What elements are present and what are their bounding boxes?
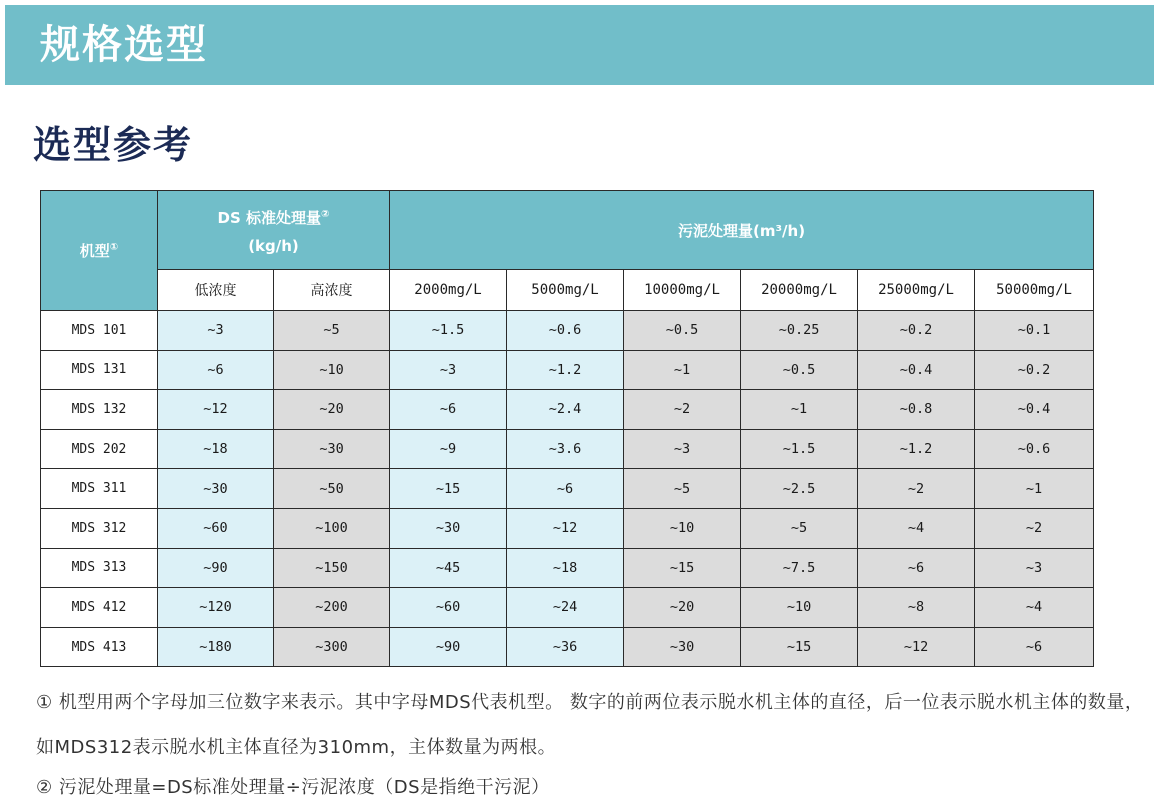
value-cell: ~10 xyxy=(274,350,390,390)
value-cell: ~0.4 xyxy=(975,390,1094,430)
ds-unit: (kg/h) xyxy=(248,236,299,255)
note-2: ② 污泥处理量=DS标准处理量÷污泥浓度（DS是指绝干污泥） xyxy=(36,777,550,798)
value-cell: ~1.2 xyxy=(858,429,975,469)
model-cell: MDS 312 xyxy=(41,508,158,548)
model-cell: MDS 202 xyxy=(41,429,158,469)
value-cell: ~36 xyxy=(507,627,624,667)
sub-header: 2000mg/L xyxy=(390,270,507,311)
table-row xyxy=(41,350,1094,390)
value-cell: ~0.6 xyxy=(975,429,1094,469)
value-cell: ~300 xyxy=(274,627,390,667)
sub-header: 20000mg/L xyxy=(741,270,858,311)
value-cell: ~4 xyxy=(975,588,1094,628)
table-row xyxy=(41,548,1094,588)
model-header: 机型① xyxy=(41,191,158,311)
value-cell: ~4 xyxy=(858,508,975,548)
value-cell: ~15 xyxy=(741,627,858,667)
value-cell: ~0.1 xyxy=(975,311,1094,351)
value-cell: ~6 xyxy=(858,548,975,588)
sludge-header: 污泥处理量(m³/h) xyxy=(390,191,1094,270)
value-cell: ~8 xyxy=(858,588,975,628)
note-mark-1: ① xyxy=(109,242,119,253)
banner-title: 规格选型 xyxy=(40,22,208,68)
value-cell: ~30 xyxy=(390,508,507,548)
ds-header: DS 标准处理量② (kg/h) xyxy=(158,191,390,270)
table-row xyxy=(41,469,1094,509)
value-cell: ~3 xyxy=(624,429,741,469)
value-cell: ~15 xyxy=(390,469,507,509)
notes xyxy=(36,680,1151,806)
value-cell: ~12 xyxy=(858,627,975,667)
header-banner xyxy=(5,5,1154,85)
value-cell: ~12 xyxy=(158,390,274,430)
value-cell: ~9 xyxy=(390,429,507,469)
value-cell: ~100 xyxy=(274,508,390,548)
table-row xyxy=(41,508,1094,548)
value-cell: ~5 xyxy=(741,508,858,548)
value-cell: ~0.5 xyxy=(741,350,858,390)
value-cell: ~0.5 xyxy=(624,311,741,351)
value-cell: ~90 xyxy=(158,548,274,588)
value-cell: ~12 xyxy=(507,508,624,548)
value-cell: ~0.8 xyxy=(858,390,975,430)
value-cell: ~6 xyxy=(507,469,624,509)
value-cell: ~60 xyxy=(158,508,274,548)
value-cell: ~10 xyxy=(741,588,858,628)
sub-header: 高浓度 xyxy=(274,270,390,311)
value-cell: ~6 xyxy=(390,390,507,430)
sub-header: 10000mg/L xyxy=(624,270,741,311)
value-cell: ~0.6 xyxy=(507,311,624,351)
value-cell: ~60 xyxy=(390,588,507,628)
value-cell: ~1 xyxy=(741,390,858,430)
section-title: 选型参考 xyxy=(33,123,194,167)
value-cell: ~2 xyxy=(858,469,975,509)
value-cell: ~180 xyxy=(158,627,274,667)
value-cell: ~7.5 xyxy=(741,548,858,588)
value-cell: ~0.4 xyxy=(858,350,975,390)
value-cell: ~45 xyxy=(390,548,507,588)
value-cell: ~50 xyxy=(274,469,390,509)
value-cell: ~30 xyxy=(274,429,390,469)
value-cell: ~5 xyxy=(274,311,390,351)
value-cell: ~2.4 xyxy=(507,390,624,430)
value-cell: ~18 xyxy=(507,548,624,588)
value-cell: ~1.5 xyxy=(390,311,507,351)
spec-table xyxy=(40,190,1094,667)
value-cell: ~3 xyxy=(390,350,507,390)
model-cell: MDS 101 xyxy=(41,311,158,351)
value-cell: ~1 xyxy=(624,350,741,390)
table-row xyxy=(41,311,1094,351)
sub-header: 低浓度 xyxy=(158,270,274,311)
table-row xyxy=(41,588,1094,628)
value-cell: ~30 xyxy=(158,469,274,509)
model-cell: MDS 412 xyxy=(41,588,158,628)
value-cell: ~6 xyxy=(975,627,1094,667)
table-row xyxy=(41,390,1094,430)
value-cell: ~15 xyxy=(624,548,741,588)
value-cell: ~10 xyxy=(624,508,741,548)
value-cell: ~5 xyxy=(624,469,741,509)
value-cell: ~2 xyxy=(975,508,1094,548)
value-cell: ~3 xyxy=(158,311,274,351)
value-cell: ~90 xyxy=(390,627,507,667)
value-cell: ~120 xyxy=(158,588,274,628)
value-cell: ~2 xyxy=(624,390,741,430)
value-cell: ~24 xyxy=(507,588,624,628)
value-cell: ~3.6 xyxy=(507,429,624,469)
model-cell: MDS 313 xyxy=(41,548,158,588)
model-cell: MDS 311 xyxy=(41,469,158,509)
value-cell: ~20 xyxy=(274,390,390,430)
value-cell: ~1.5 xyxy=(741,429,858,469)
value-cell: ~30 xyxy=(624,627,741,667)
value-cell: ~20 xyxy=(624,588,741,628)
value-cell: ~0.25 xyxy=(741,311,858,351)
sub-header: 50000mg/L xyxy=(975,270,1094,311)
value-cell: ~6 xyxy=(158,350,274,390)
sub-header: 5000mg/L xyxy=(507,270,624,311)
note-mark-2: ② xyxy=(321,208,330,220)
value-cell: ~1 xyxy=(975,469,1094,509)
value-cell: ~18 xyxy=(158,429,274,469)
table-row xyxy=(41,627,1094,667)
model-cell: MDS 131 xyxy=(41,350,158,390)
value-cell: ~200 xyxy=(274,588,390,628)
value-cell: ~1.2 xyxy=(507,350,624,390)
sub-header: 25000mg/L xyxy=(858,270,975,311)
value-cell: ~150 xyxy=(274,548,390,588)
value-cell: ~0.2 xyxy=(858,311,975,351)
model-cell: MDS 132 xyxy=(41,390,158,430)
model-cell: MDS 413 xyxy=(41,627,158,667)
table-row xyxy=(41,429,1094,469)
value-cell: ~0.2 xyxy=(975,350,1094,390)
note-1: ① 机型用两个字母加三位数字来表示。其中字母MDS代表机型。 数字的前两位表示脱水机主体的直径，后一位表示脱水机主体的数量，如MDS312表示脱水机主体直径为310mm，主体数量为两根。 xyxy=(36,692,1144,758)
value-cell: ~3 xyxy=(975,548,1094,588)
value-cell: ~2.5 xyxy=(741,469,858,509)
